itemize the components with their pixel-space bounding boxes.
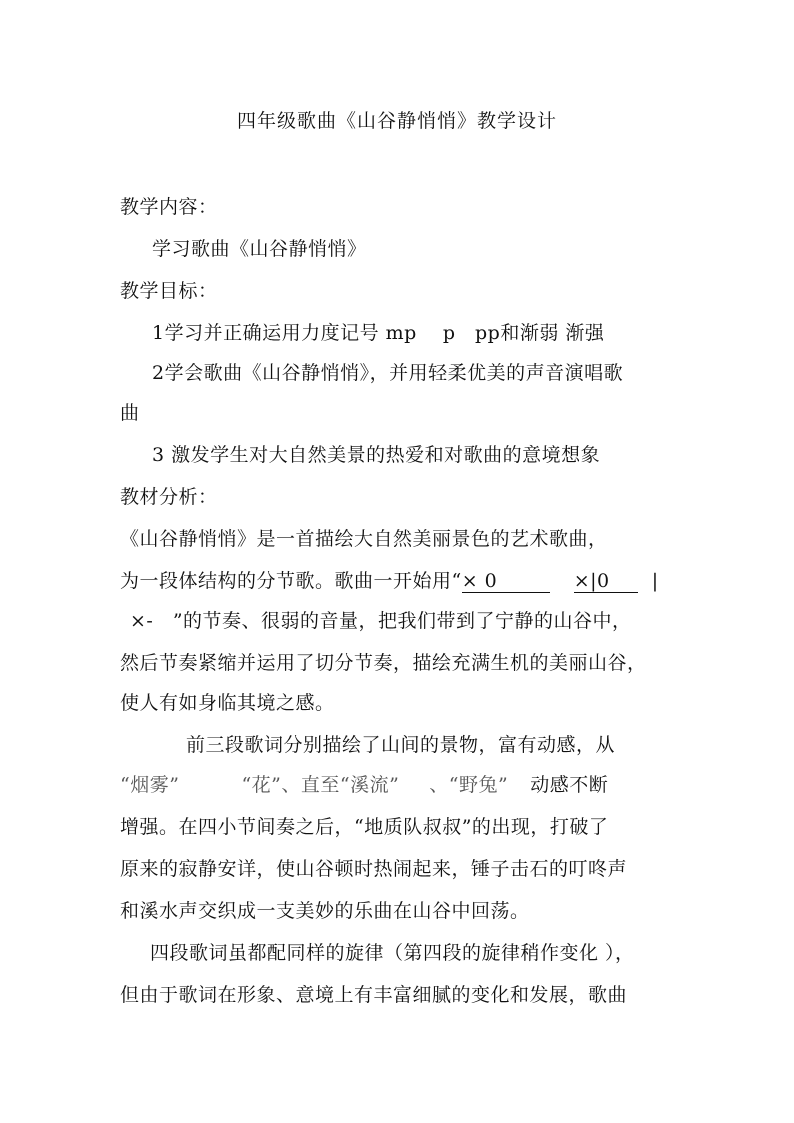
p1-line2-text: 为一段体结构的分节歌。歌曲一开始用“ — [120, 570, 462, 592]
analysis-p1-line3 — [120, 606, 632, 633]
analysis-p1-line5: 使人有如身临其境之感。 — [120, 692, 335, 714]
content-text: 学习歌曲《山谷静悄悄》 — [152, 238, 367, 260]
page-title: 四年级歌曲《山谷静悄悄》教学设计 — [236, 110, 557, 132]
analysis-p1-line2 — [120, 566, 659, 593]
analysis-heading: 教材分析： — [120, 486, 218, 508]
word-dynamic: 动感不断 — [530, 774, 609, 796]
rhythm-pattern-3: ×- — [130, 610, 173, 632]
analysis-p3-line2: 但由于歌词在形象、意境上有丰富细腻的变化和发展，歌曲 — [120, 984, 628, 1006]
analysis-p2-line4: 原来的寂静安详，使山谷顿时热闹起来，锤子击石的叮咚声 — [120, 858, 628, 880]
content-heading: 教学内容： — [120, 196, 218, 218]
analysis-p2-line3: 增强。在四小节间奏之后，“地质队叔叔”的出现，打破了 — [120, 816, 609, 838]
barline: | — [651, 570, 659, 592]
rhythm-pattern-1: × 0 — [462, 572, 550, 593]
goal-3: 3 激发学生对大自然美景的热爱和对歌曲的意境想象 — [152, 444, 601, 466]
analysis-p2-line5: 和溪水声交织成一支美妙的乐曲在山谷中回荡。 — [120, 900, 530, 922]
word-flower-stream: “花”、直至“溪流” — [241, 774, 400, 796]
analysis-p3-line1: 四段歌词虽都配同样的旋律（第四段的旋律稍作变化 ）， — [150, 942, 635, 964]
analysis-p2-line2 — [120, 770, 608, 797]
word-rabbit: 、“野兔” — [429, 774, 509, 796]
goal-2-cont: 曲 — [120, 402, 140, 424]
word-smoke: “烟雾” — [120, 774, 180, 796]
rhythm-pattern-2: ×|0 — [574, 572, 638, 593]
analysis-p2-line1: 前三段歌词分别描绘了山间的景物，富有动感，从 — [186, 734, 616, 756]
p1-line3-text: ”的节奏、很弱的音量，把我们带到了宁静的山谷中， — [172, 610, 632, 632]
goal-heading: 教学目标： — [120, 280, 218, 302]
analysis-p1-line1: 《山谷静悄悄》是一首描绘大自然美丽景色的艺术歌曲， — [120, 528, 608, 550]
goal-1: 1学习并正确运用力度记号 mp p pp和渐弱 渐强 — [152, 322, 605, 344]
goal-2: 2学会歌曲《山谷静悄悄》，并用轻柔优美的声音演唱歌 — [152, 362, 624, 384]
analysis-p1-line4: 然后节奏紧缩并运用了切分节奏，描绘充满生机的美丽山谷， — [120, 652, 647, 674]
